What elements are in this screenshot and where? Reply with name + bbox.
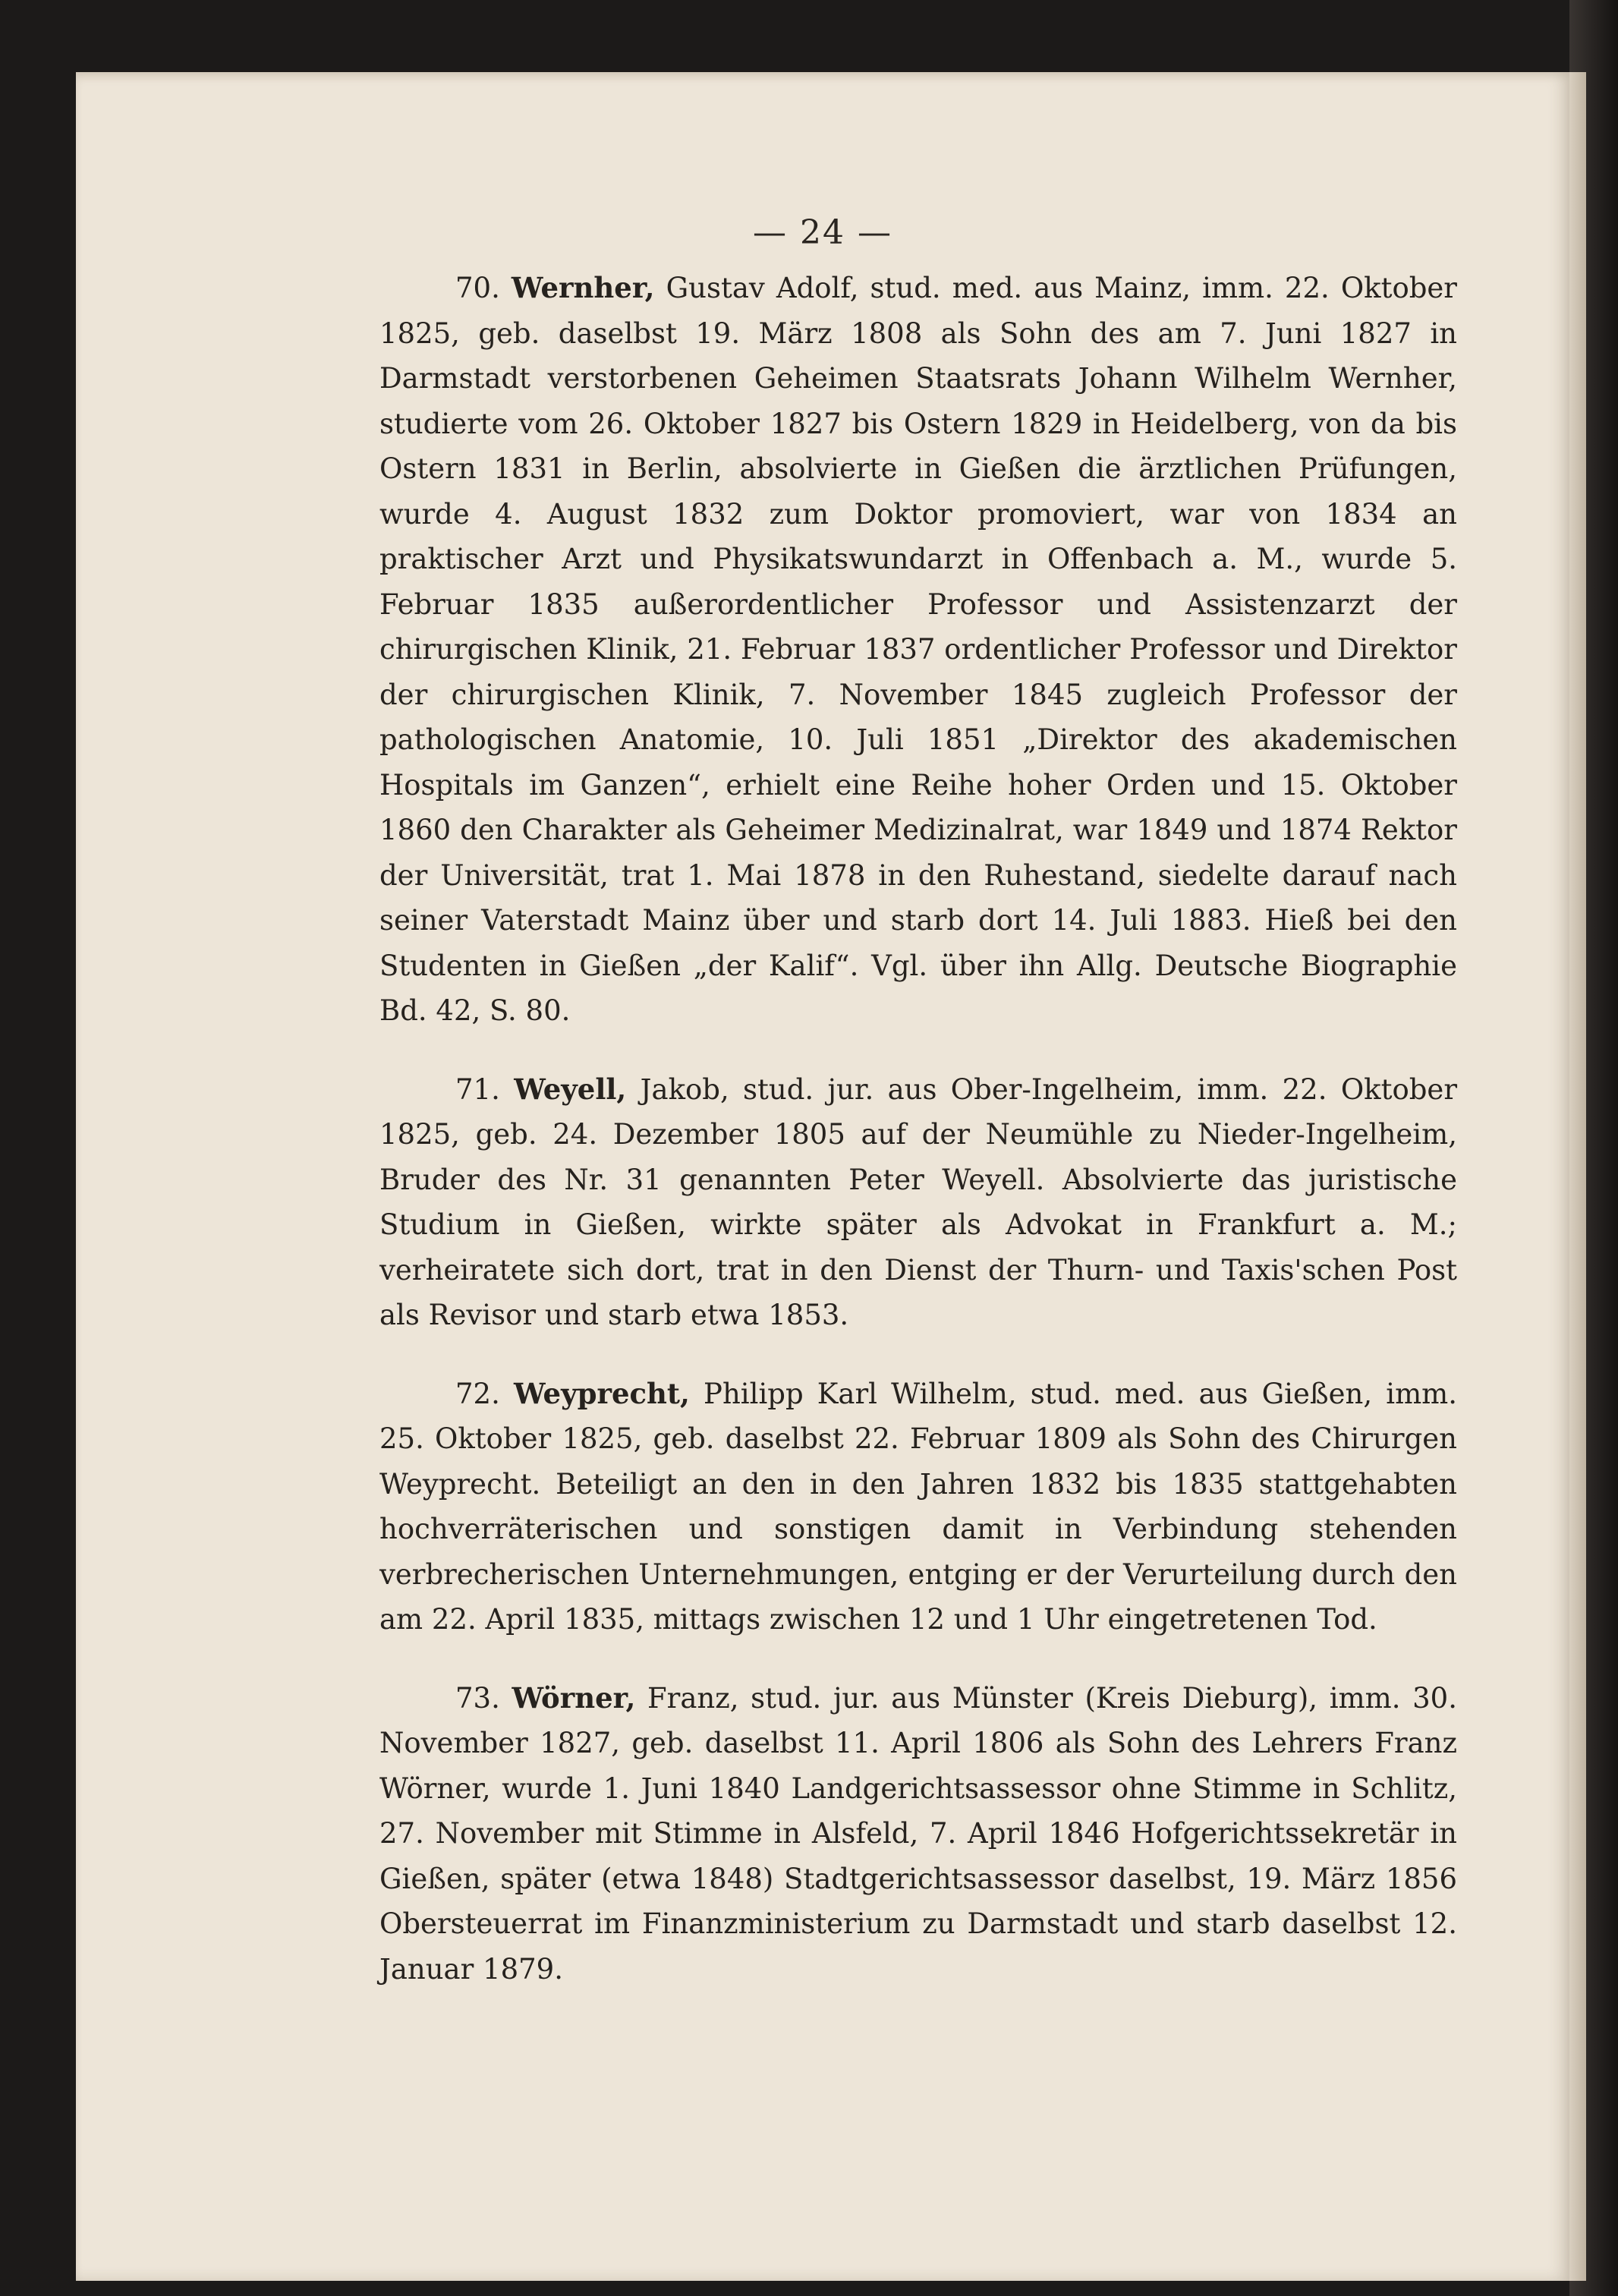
entry-surname: Wernher, bbox=[511, 271, 655, 304]
entry-number: 72. bbox=[455, 1377, 500, 1410]
entry-text: Franz, stud. jur. aus Münster (Kreis Dieburg), imm. 30. November 1827, geb. daselbst 11. April 1806 als Sohn des Lehrers Franz Wörner, wurde 1. Juni 1840 Landgerichtsassessor ohne Stimme in Schlitz, 27. November mit Stimme in Alsfeld, 7. April 1846 Hofgerichtssekretär in Gießen, später (etwa 1848) Stadtgerichtsassessor daselbst, 19. März 1856 Obersteuerrat im Finanzministerium zu Darmstadt und starb daselbst 12. Januar 1879. bbox=[379, 1681, 1457, 1986]
entry-number: 73. bbox=[455, 1681, 500, 1715]
entry-surname: Wörner, bbox=[512, 1680, 636, 1715]
entry-number: 71. bbox=[455, 1072, 500, 1106]
entry-number: 70. bbox=[455, 272, 500, 304]
entry-surname: Weyell, bbox=[514, 1072, 627, 1106]
entry-text: Jakob, stud. jur. aus Ober-Ingelheim, imm. 22. Oktober 1825, geb. 24. Dezember 1805 auf der Neumühle zu Nieder-Ingelheim, Bruder des Nr. 31 genannten Peter Weyell. Absolvierte das juristische Studium in Gießen, wirkte später als Advokat in Frankfurt a. M.; verheiratete sich dort, trat in den Dienst der Thurn- und Taxis'schen Post als Revisor und starb etwa 1853. bbox=[379, 1072, 1458, 1331]
entry-70 bbox=[379, 266, 1457, 1034]
entry-71 bbox=[379, 1067, 1457, 1338]
entry-73 bbox=[379, 1676, 1457, 1992]
entry-text: Gustav Adolf, stud. med. aus Mainz, imm. 22. Oktober 1825, geb. daselbst 19. März 1808 als Sohn des am 7. Juni 1827 in Darmstadt verstorbenen Geheimen Staatsrats Johann Wilhelm Wernher, studierte vom 26. Oktober 1827 bis Ostern 1829 in Heidelberg, von da bis Ostern 1831 in Berlin, absolvierte in Gießen die ärztlichen Prüfungen, wurde 4. August 1832 zum Doktor promoviert, war von 1834 an praktischer Arzt und Physikatswundarzt in Offenbach a. M., wurde 5. Februar 1835 außerordentlicher Professor und Assistenzarzt der chirurgischen Klinik, 21. Februar 1837 ordentlicher Professor und Direktor der chirurgischen Klinik, 7. November 1845 zugleich Professor der pathologischen Anatomie, 10. Juli 1851 „Direktor des akademischen Hospitals im Ganzen“, erhielt eine Reihe hoher Orden und 15. Oktober 1860 den Charakter als Geheimer Medizinalrat, war 1849 und 1874 Rektor der Universität, trat 1. Mai 1878 in den Ruhestand, siedelte darauf nach seiner Vaterstadt Mainz über und starb dort 14. Juli 1883. Hieß bei den Studenten in Gießen „der Kalif“. Vgl. über ihn Allg. Deutsche Biographie Bd. 42, S. 80. bbox=[379, 272, 1457, 1027]
page-body bbox=[379, 266, 1457, 2025]
page-number: — 24 — bbox=[753, 213, 892, 252]
entry-text: Philipp Karl Wilhelm, stud. med. aus Gießen, imm. 25. Oktober 1825, geb. daselbst 22. Februar 1809 als Sohn des Chirurgen Weyprecht. Beteiligt an den in den Jahren 1832 bis 1835 stattgehabten hochverräterischen und sonstigen damit in Verbindung stehenden verbrecherischen Unternehmungen, entging er der Verurteilung durch den am 22. April 1835, mittags zwischen 12 und 1 Uhr eingetretenen Tod. bbox=[379, 1377, 1458, 1636]
entry-surname: Weyprecht, bbox=[514, 1376, 690, 1410]
book-page bbox=[76, 72, 1569, 2281]
page-edge bbox=[1569, 72, 1586, 2281]
entry-72 bbox=[379, 1372, 1457, 1642]
